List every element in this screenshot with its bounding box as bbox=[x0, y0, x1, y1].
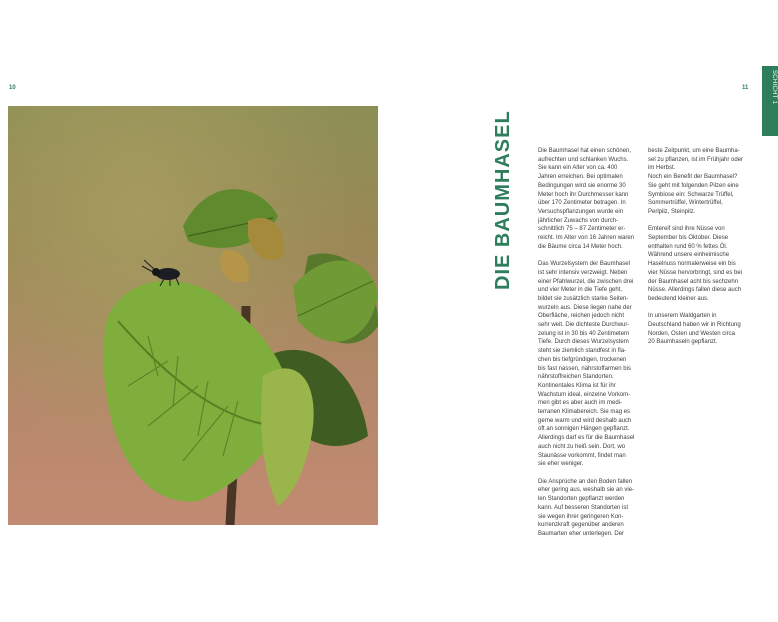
chapter-tab-label: SCHICHT 1 bbox=[771, 70, 777, 105]
paragraph: Die Baumhasel hat einen schönen, aufrechten und schlanken Wuchs. Sie kann ein Alter von ca. 400 Jahren erreichen. Bei optimalen Bedingungen wird sie enorme 30 Meter hoch ihr Durchmesser kann über 170 Zentimeter betragen. In Versuchspflanzungen wurde ein jährlicher Zuwachs von durch- schnittlich 75 – 87 Zentimeter er- reicht. Im Alter von 16 Jahren waren die Bäume circa 14 Meter hoch. bbox=[538, 148, 635, 250]
paragraph: Die Ansprüche an den Boden fallen eher gering aus, weshalb sie an vie- len Standorten gepflanzt werden kann. Auf besseren Standorten ist sie wegen ihrer geringeren Kon- kurrenzkraft gegenüber anderen Baumarten eher unterlegen. Der bbox=[538, 478, 635, 537]
chapter-tab bbox=[762, 66, 778, 136]
page-headline: DIE BAUMHASEL bbox=[492, 110, 514, 290]
paragraph: beste Zeitpunkt, um eine Baumha- sel zu pflanzen, ist im Frühjahr oder im Herbst. Noch ein Benefit der Baumhasel? Sie geht mit folgenden Pilzen eine Symbiose ein: Schwarze Trüffel, Sommertrüffel, Wintertrüffel, Perlpilz, Steinpilz. bbox=[648, 148, 744, 215]
paragraph: Das Wurzelsystem der Baumhasel ist sehr intensiv verzweigt. Neben einer Pfahlwurzel, die zwischen drei und vier Meter in die Tiefe geht, bildet sie zusätzlich starke Seiten- wurzeln aus. Diese liegen nahe der Oberfläche, reichen jedoch nicht sehr weit. Die dichteste Durchwur- zelung ist in 30 bis 40 Zentimetern Tiefe. Durch dieses Wurzelsystem steht sie ziemlich standfest in fla- chen bis tiefgründigen, trockenen bis fast nassen, nährstoffarmen bis nährstoffreichen Standorten. Kontinentales Klima ist für ihr Wachstum ideal, einzelne Vorkom- men gibt es aber auch im medi- terranen Klimabereich. Sie mag es gerne warm und wird deshalb auch oft an sonnigen Hängen gepflanzt. Allerdings darf es für die Baumhasel auch nicht zu heiß sein. Dort, wo Staunässe vorkommt, findet man sie eher weniger. bbox=[538, 261, 635, 468]
leaf-illustration bbox=[8, 106, 378, 525]
text-column-2 bbox=[648, 147, 752, 356]
page-number-left: 10 bbox=[9, 85, 16, 91]
paragraph: Emtereif sind ihre Nüsse von September bis Oktober. Diese enthalten rund 60 % fettes Öl. Während unsere einheimische Haselnuss normalerweise ein bis vier Nüsse hervorbringt, sind es bei der Baumhasel acht bis sechzehn Nüsse. Allerdings fallen diese auch bedeutend kleiner aus. bbox=[648, 226, 743, 302]
text-column-1 bbox=[538, 147, 640, 547]
page-number-right: 11 bbox=[742, 85, 749, 91]
hazel-leaf-photo bbox=[8, 106, 378, 525]
paragraph: In unserem Waldgarten in Deutschland haben wir in Richtung Norden, Osten und Westen circa 20 Baumhaseln gepflanzt. bbox=[648, 313, 741, 346]
